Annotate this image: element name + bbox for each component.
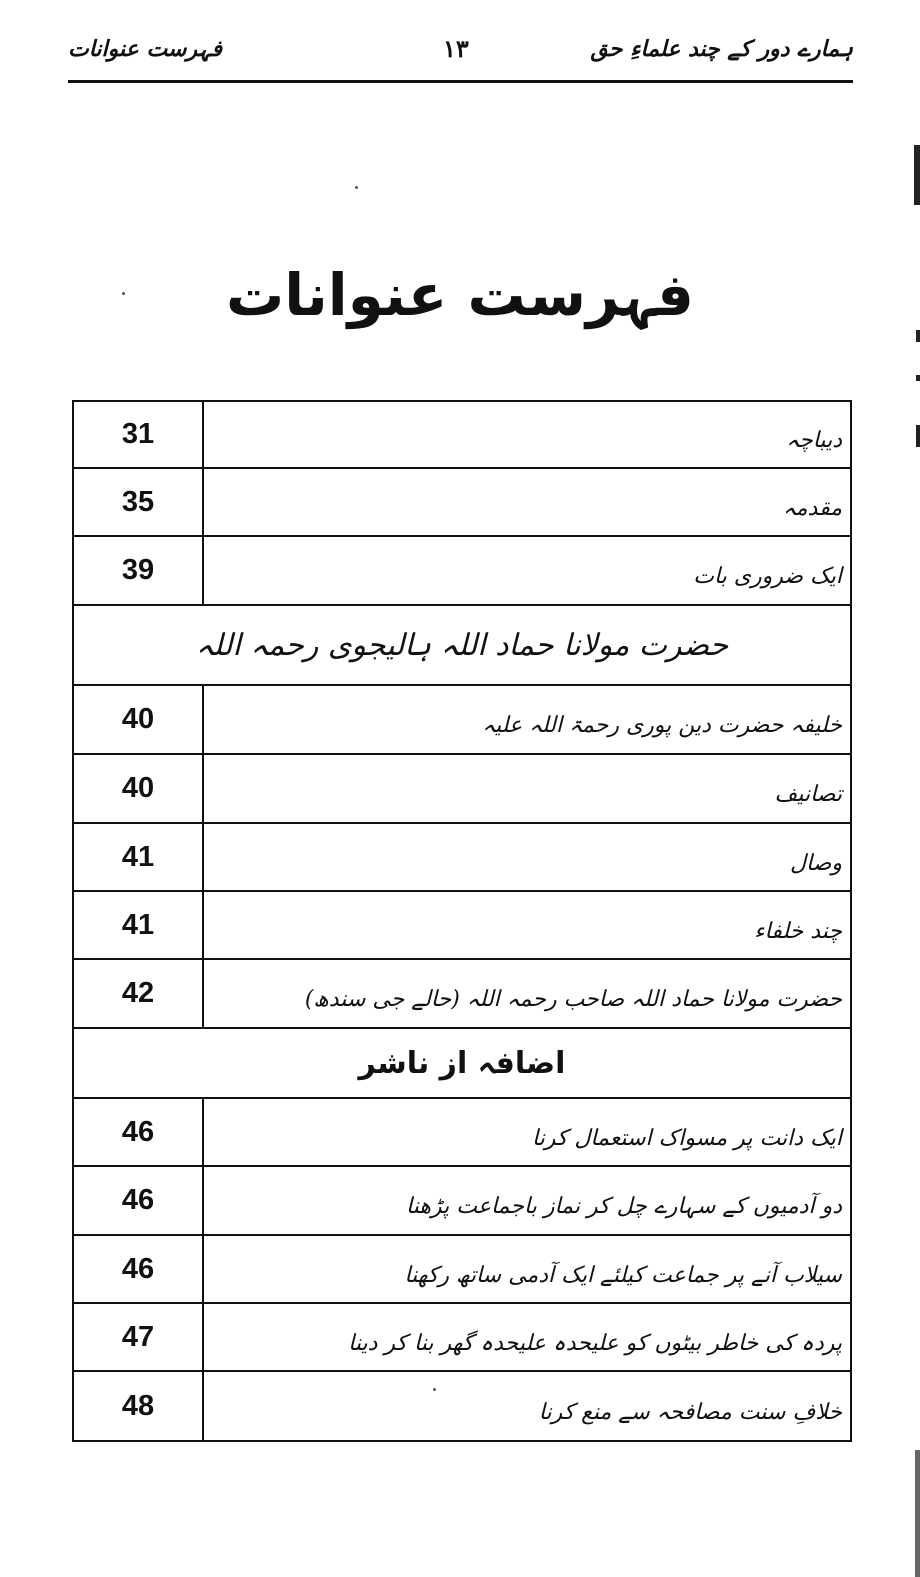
toc-row xyxy=(73,891,851,959)
toc-page-number: 40 xyxy=(73,754,203,823)
toc-entry-title: وصال xyxy=(203,823,851,891)
running-header-book-title: ہمارے دور کے چند علماءِ حق xyxy=(590,36,853,62)
toc-page-number: 39 xyxy=(73,536,203,605)
toc-entry-title: خلیفہ حضرت دین پوری رحمۃ اللہ علیہ xyxy=(203,685,851,754)
toc-page-number: 47 xyxy=(73,1303,203,1371)
toc-page-number: 42 xyxy=(73,959,203,1028)
toc-page-number: 31 xyxy=(73,401,203,468)
scan-speck xyxy=(122,292,125,295)
running-header-section-title: فہرست عنوانات xyxy=(68,36,223,62)
toc-row xyxy=(73,1098,851,1166)
toc-entry-title: پردہ کی خاطر بیٹوں کو علیحدہ علیحدہ گھر بنا کر دینا xyxy=(203,1303,851,1371)
toc-section-heading: اضافہ از ناشر xyxy=(73,1028,851,1098)
toc-page-number: 35 xyxy=(73,468,203,536)
toc-row xyxy=(73,468,851,536)
toc-row xyxy=(73,1235,851,1303)
toc-row xyxy=(73,536,851,605)
toc-row xyxy=(73,1166,851,1235)
header-rule xyxy=(68,80,853,83)
toc-entry-title: سیلاب آنے پر جماعت کیلئے ایک آدمی ساتھ رکھنا xyxy=(203,1235,851,1303)
toc-row xyxy=(73,754,851,823)
toc-page-number: 46 xyxy=(73,1098,203,1166)
toc-page-number: 40 xyxy=(73,685,203,754)
toc-page-number: 41 xyxy=(73,823,203,891)
toc-entry-title: دیباچہ xyxy=(203,401,851,468)
page-number: ۱۳ xyxy=(443,34,469,63)
toc-page-number: 48 xyxy=(73,1371,203,1441)
toc-section-row xyxy=(73,605,851,685)
toc-row xyxy=(73,1303,851,1371)
scan-edge-mark xyxy=(914,145,920,205)
toc-entry-title: ایک دانت پر مسواک استعمال کرنا xyxy=(203,1098,851,1166)
scan-edge-mark xyxy=(915,1450,920,1577)
scan-speck xyxy=(355,186,358,189)
toc-row xyxy=(73,685,851,754)
table-of-contents xyxy=(72,400,852,1442)
toc-entry-title: دو آدمیوں کے سہارے چل کر نماز باجماعت پڑھنا xyxy=(203,1166,851,1235)
toc-page-number: 46 xyxy=(73,1166,203,1235)
toc-section-heading: حضرت مولانا حماد اللہ ہالیجوی رحمہ اللہ xyxy=(73,605,851,685)
toc-entry-title: خلافِ سنت مصافحہ سے منع کرنا xyxy=(203,1371,851,1441)
running-header xyxy=(68,30,853,80)
page-title: فہرست عنوانات xyxy=(225,261,695,329)
scan-edge-mark xyxy=(916,375,920,381)
toc-entry-title: تصانیف xyxy=(203,754,851,823)
toc-page-number: 46 xyxy=(73,1235,203,1303)
toc-entry-title: ایک ضروری بات xyxy=(203,536,851,605)
toc-section-row xyxy=(73,1028,851,1098)
toc-row xyxy=(73,1371,851,1441)
scan-edge-mark xyxy=(916,330,920,342)
toc-row xyxy=(73,823,851,891)
scan-edge-mark xyxy=(916,425,920,447)
toc-entry-title: حضرت مولانا حماد اللہ صاحب رحمہ اللہ (حالے جی سندھ) xyxy=(203,959,851,1028)
toc-entry-title: چند خلفاء xyxy=(203,891,851,959)
toc-row xyxy=(73,401,851,468)
toc-row xyxy=(73,959,851,1028)
toc-entry-title: مقدمہ xyxy=(203,468,851,536)
toc-page-number: 41 xyxy=(73,891,203,959)
